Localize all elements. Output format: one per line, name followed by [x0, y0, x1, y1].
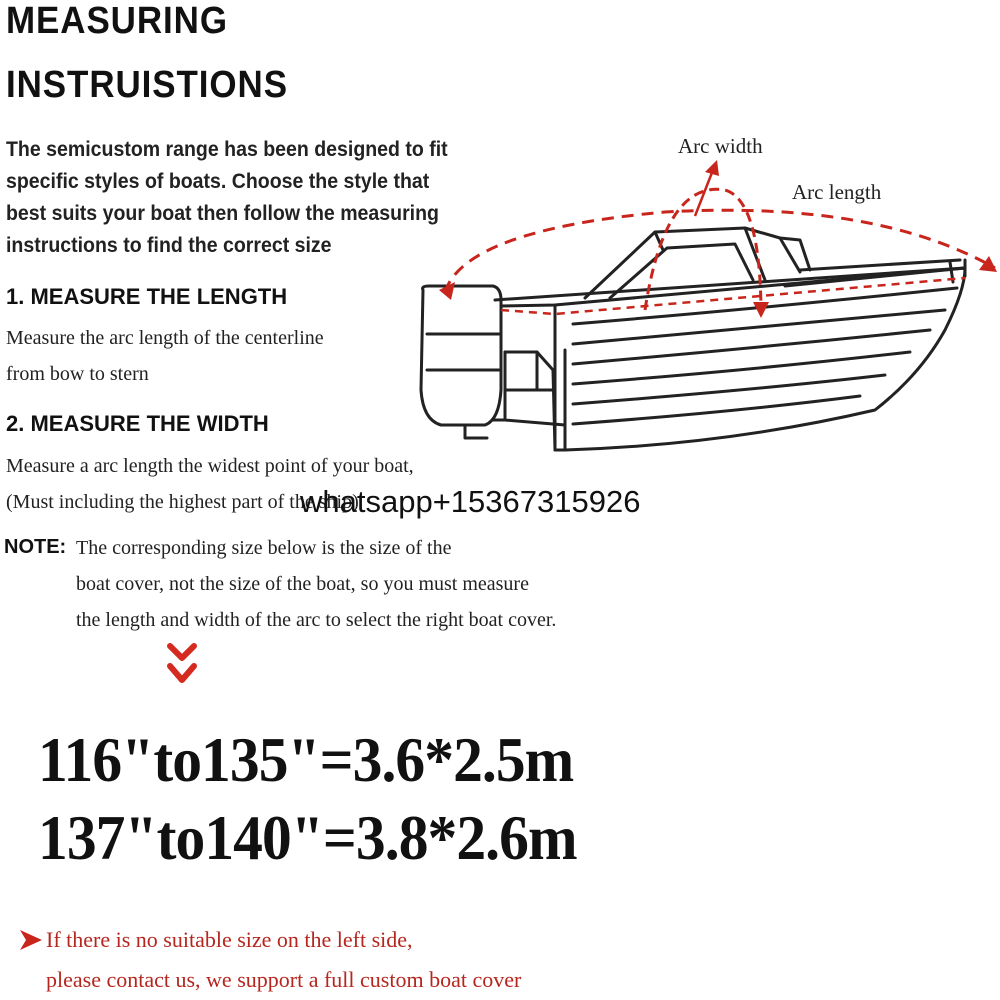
step1-heading: 1. MEASURE THE LENGTH — [6, 284, 288, 309]
footer-line: please contact us, we support a full custom boat cover — [46, 967, 522, 992]
watermark-text: whatsapp+15367315926 — [300, 484, 641, 519]
intro-line: instructions to find the correct size — [6, 234, 332, 257]
arrow-right-icon — [18, 928, 44, 952]
page-title-line2: INSTRUISTIONS — [6, 64, 288, 106]
size-line: 137"to140"=3.8*2.6m — [38, 802, 577, 873]
page-title-line1: MEASURING — [6, 0, 228, 42]
intro-line: The semicustom range has been designed to fit — [6, 138, 448, 161]
step1-line: from bow to stern — [6, 363, 149, 385]
note-line: boat cover, not the size of the boat, so you must measure — [76, 573, 529, 595]
step1-text — [6, 320, 324, 392]
double-chevron-down-icon — [166, 642, 198, 688]
arc-length-label: Arc length — [792, 180, 882, 204]
step2-line: (Must including the highest part of the ship) — [6, 491, 359, 513]
note-line: the length and width of the arc to select the right boat cover. — [76, 609, 557, 631]
note-text — [76, 530, 556, 638]
footer-line: If there is no suitable size on the left side, — [46, 927, 413, 952]
step2-heading: 2. MEASURE THE WIDTH — [6, 411, 269, 436]
arc-width-label: Arc width — [678, 134, 763, 158]
step2-line: Measure a arc length the widest point of your boat, — [6, 455, 414, 477]
note-line: The corresponding size below is the size of the — [76, 537, 452, 559]
intro-line: specific styles of boats. Choose the style that — [6, 170, 430, 193]
note-label: NOTE: — [4, 536, 67, 558]
step1-line: Measure the arc length of the centerline — [6, 327, 324, 349]
intro-line: best suits your boat then follow the measuring — [6, 202, 439, 225]
boat-diagram — [405, 120, 1000, 460]
size-line: 116"to135"=3.6*2.5m — [38, 724, 574, 795]
